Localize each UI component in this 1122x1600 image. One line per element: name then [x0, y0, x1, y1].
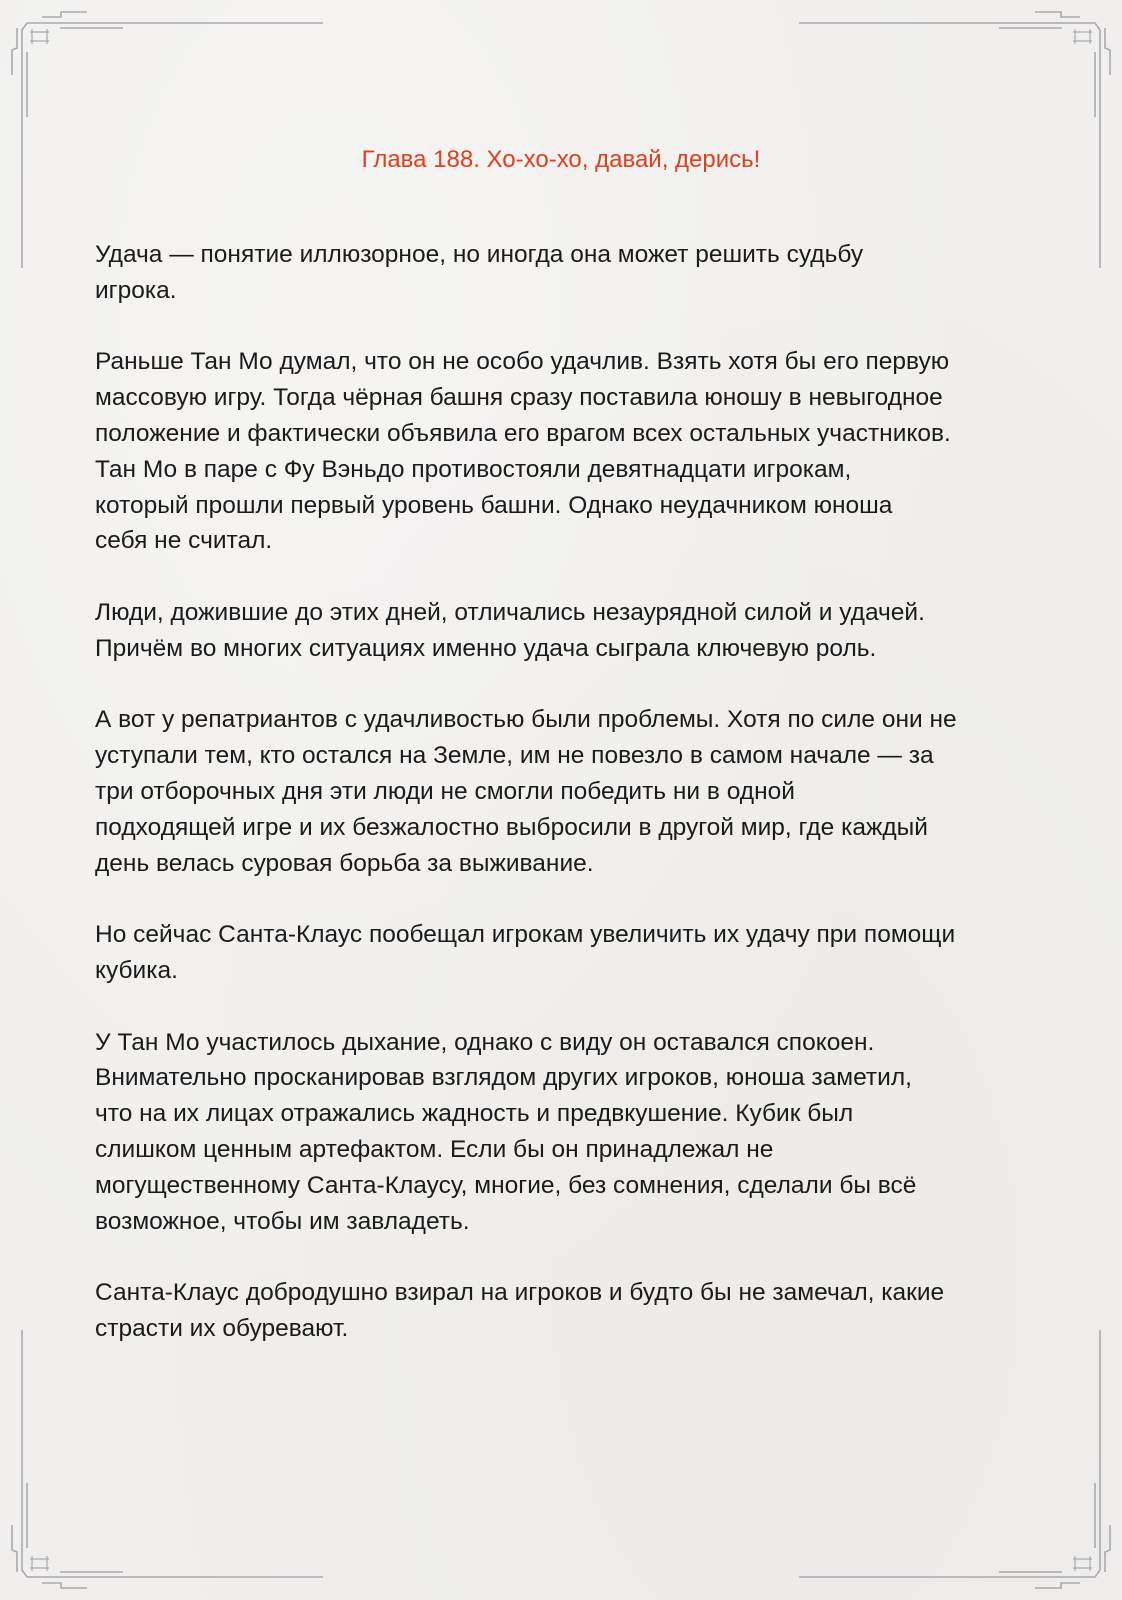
text-line: Раньше Тан Мо думал, что он не особо удачлив. Взять хотя бы его первую: [95, 348, 950, 376]
text-line: Внимательно просканировав взглядом других игроков, юноша заметил,: [95, 1064, 912, 1092]
chapter-body: [95, 237, 1035, 1383]
text-line: страсти их обуревают.: [95, 1314, 349, 1342]
text-line: кубика.: [95, 956, 178, 984]
corner-square-icon: [30, 1556, 49, 1571]
text-line: уступали тем, кто остался на Земле, им не повезло в самом начале — за: [95, 742, 934, 770]
text-line: Причём во многих ситуациях именно удача сыграла ключевую роль.: [95, 634, 877, 662]
text-line: Тан Мо в паре с Фу Вэньдо противостояли девятнадцати игрокам,: [95, 455, 852, 483]
text-line: положение и фактически объявила его врагом всех остальных участников.: [95, 419, 951, 447]
paragraph: [95, 702, 1035, 881]
text-line: Санта-Клаус добродушно взирал на игроков и будто бы не замечал, какие: [95, 1279, 945, 1307]
paragraph: [95, 344, 1035, 559]
text-line: массовую игру. Тогда чёрная башня сразу поставила юношу в невыгодное: [95, 384, 943, 412]
text-line: три отборочных дня эти люди не смогли победить ни в одной: [95, 777, 795, 805]
text-line: игрока.: [95, 276, 177, 304]
text-line: могущественному Санта-Клаусу, многие, без сомнения, сделали бы всё: [95, 1171, 917, 1199]
paragraph: [95, 1275, 1035, 1347]
paragraph: [95, 917, 1035, 989]
text-line: А вот у репатриантов с удачливостью были проблемы. Хотя по силе они не: [95, 706, 957, 734]
text-line: подходящей игре и их безжалостно выбросили в другой мир, где каждый: [95, 813, 928, 841]
chapter-title: Глава 188. Хо-хо-хо, давай, дерись!: [361, 146, 761, 173]
paragraph: [95, 1025, 1035, 1240]
text-line: себя не считал.: [95, 527, 273, 555]
corner-square-icon: [30, 29, 49, 44]
corner-ornament-top-left: [12, 12, 323, 268]
text-line: Люди, дожившие до этих дней, отличались незаурядной силой и удачей.: [95, 598, 925, 626]
text-line: что на их лицах отражались жадность и предвкушение. Кубик был: [95, 1100, 854, 1128]
corner-square-icon: [1073, 29, 1092, 44]
corner-ornament-top-right: [799, 12, 1110, 268]
paragraph: [95, 595, 1035, 667]
text-line: день велась суровая борьба за выживание.: [95, 849, 594, 877]
text-line: Но сейчас Санта-Клаус пообещал игрокам увеличить их удачу при помощи: [95, 921, 956, 949]
text-line: возможное, чтобы им завладеть.: [95, 1207, 470, 1235]
text-line: слишком ценным артефактом. Если бы он принадлежал не: [95, 1135, 774, 1163]
paragraph: [95, 237, 1035, 309]
text-line: Удача — понятие иллюзорное, но иногда она может решить судьбу: [95, 241, 864, 268]
corner-square-icon: [1073, 1556, 1092, 1571]
text-line: У Тан Мо участилось дыхание, однако с виду он оставался спокоен.: [95, 1028, 875, 1056]
text-line: который прошли первый уровень башни. Однако неудачником юноша: [95, 491, 893, 519]
